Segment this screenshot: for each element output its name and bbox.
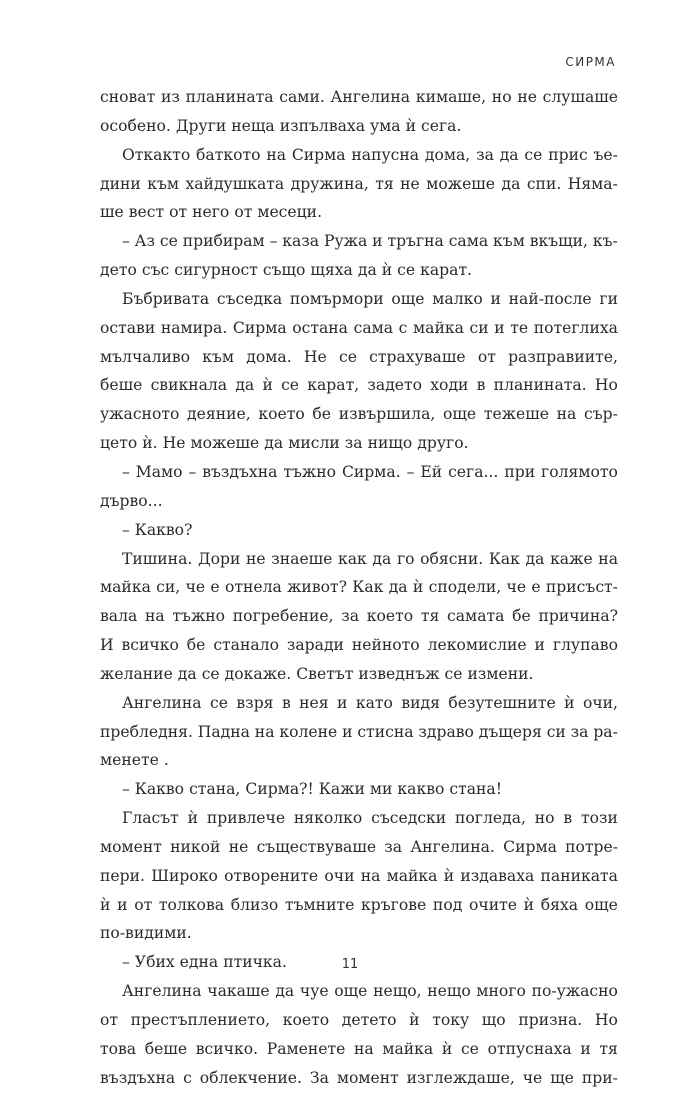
text-line: цето ѝ. Не можеше да мисли за нищо друго. — [100, 434, 469, 453]
text-line: вала на тъжно погребение, за което тя самата бе причина? — [100, 607, 618, 626]
text-line: от престъплението, което детето ѝ току що призна. Но — [100, 1011, 618, 1029]
body-text — [100, 88, 618, 1098]
text-line: желание да се докаже. Светът изведнъж се измени. — [100, 664, 534, 683]
text-line: пребледня. Падна на колене и стисна здраво дъщеря си за ра- — [100, 722, 618, 741]
text-line: ѝ и от толкова близо тъмните кръгове под очите ѝ бяха още — [100, 895, 618, 914]
text-line: Тишина. Дори не знаеше как да го обясни. Как да каже на — [122, 549, 618, 568]
text-line: дини към хайдушката дружина, тя не можеше да спи. Няма- — [100, 174, 618, 193]
text-line: – Мамо – въздъхна тъжно Сирма. – Ей сега... при голямото — [122, 462, 618, 481]
text-line: Гласът ѝ привлече няколко съседски погледа, но в този — [122, 809, 618, 828]
text-line: ужасното деяние, което бе извършила, още тежеше на сър- — [100, 405, 618, 424]
text-line: особено. Други неща изпълваха ума ѝ сега. — [100, 116, 462, 135]
text-line: Бъбривата съседка помърмори още малко и най-после ги — [122, 289, 618, 308]
text-line: – Какво? — [122, 520, 193, 539]
text-line: Ангелина се взря в нея и като видя безутешните ѝ очи, — [122, 693, 618, 712]
text-line: момент никой не съществуваше за Ангелина. Сирма потре- — [100, 837, 618, 856]
text-line: Откакто баткото на Сирма напусна дома, за да се прис ъе- — [122, 145, 618, 164]
text-line: менете . — [100, 751, 169, 770]
text-line: остави намира. Сирма остана сама с майка си и те потеглиха — [100, 318, 618, 337]
text-line: – Убих една птичка. — [122, 953, 287, 972]
text-line: И всичко бе станало заради нейното лекомислие и глупаво — [100, 636, 618, 655]
text-line: Ангелина чакаше да чуе още нещо, нещо много по-ужасно — [122, 982, 618, 1001]
text-line: въздъхна с облекчение. За момент изглеждаше, че ще при- — [100, 1068, 618, 1087]
text-line: майка си, че е отнела живот? Как да ѝ сподели, че е присъст- — [100, 578, 618, 597]
text-line: дето със сигурност също щяха да ѝ се карат. — [100, 261, 473, 280]
page-number: 11 — [341, 957, 359, 972]
text-line: това беше всичко. Раменете на майка ѝ се отпуснаха и тя — [100, 1039, 618, 1058]
text-line: беше свикнала да ѝ се карат, задето ходи в планината. Но — [100, 376, 618, 395]
text-line: сноват из планината сами. Ангелина кимаше, но не слушаше — [100, 88, 618, 106]
text-line: ше вест от него от месеци. — [100, 203, 323, 222]
text-line: пери. Широко отворените очи на майка ѝ издаваха паниката — [100, 866, 618, 885]
running-head: СИРМА — [565, 55, 616, 69]
text-line: мълчаливо към дома. Не се страхуваше от разправиите, — [100, 347, 618, 366]
text-line: – Аз се прибирам – каза Ружа и тръгна сама към вкъщи, къ- — [122, 232, 618, 251]
text-line: дърво... — [100, 491, 163, 510]
text-line: по-видими. — [100, 924, 192, 943]
text-line: – Какво стана, Сирма?! Кажи ми какво стана! — [122, 780, 502, 799]
